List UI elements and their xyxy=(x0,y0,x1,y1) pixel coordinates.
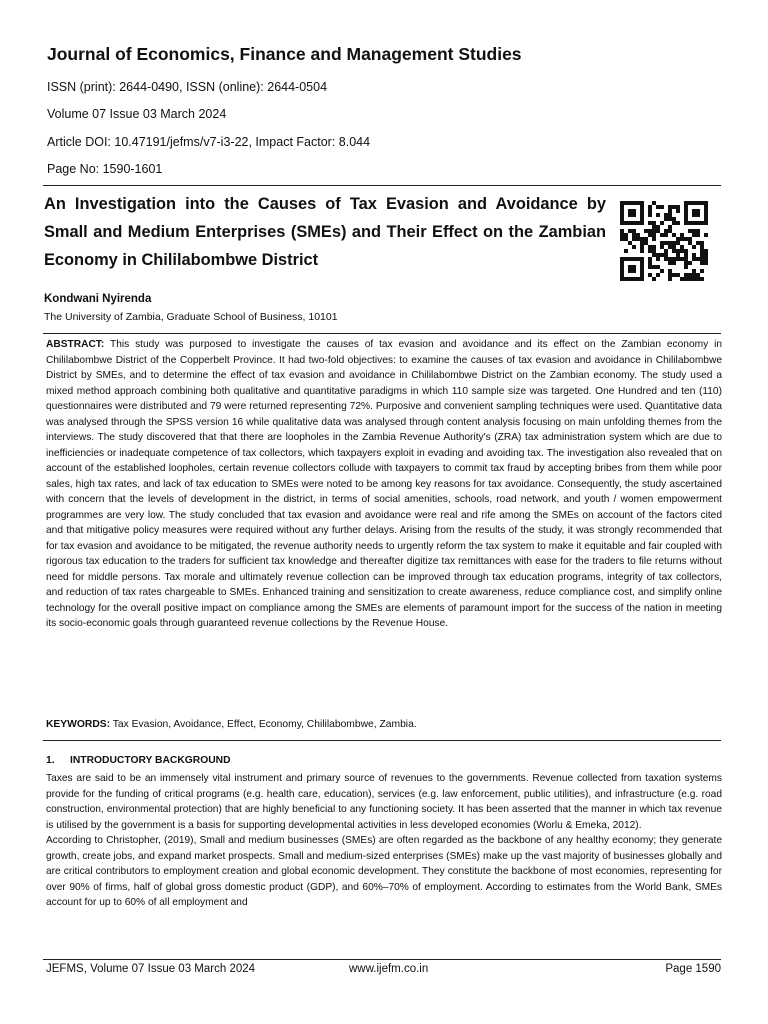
body-paragraph: According to Christopher, (2019), Small and medium businesses (SMEs) are often regarded as the backbone of any healthy economy; they generate growth, create jobs, and expand market prospects. Small and medium-sized enterprises (SMEs) make up the vast majority of businesses globally and are critical contributors to employment creation and global economic development. They constitute the backbone of most economies, representing for over 90% of firms, half of global gross domestic product (GDP), and 60%–70% of employment. According to estimates from the World Bank, SMEs account for up to 60% of all employment and xyxy=(46,835,722,908)
author-affiliation: The University of Zambia, Graduate School of Business, 10101 xyxy=(44,311,338,323)
keywords-label: KEYWORDS: xyxy=(46,719,111,730)
keywords xyxy=(46,719,417,730)
keywords-bottom-rule xyxy=(43,740,721,741)
abstract-top-rule xyxy=(43,333,721,334)
section-body xyxy=(46,771,722,911)
abstract-text: This study was purposed to investigate the causes of tax evasion and avoidance and its effect on the Zambian economy in Chililabombwe District of the Copperbelt Province. It had two-fold objectives: to examine the causes of tax evasion and avoidance in Chililabombwe District by SMEs, and to determine the effect of tax evasion and avoidance in Chililabombwe District on the Zambian economy. The study used a mixed method approach combining both qualitative and quantitative paradigms in which 110 sample size was targeted. One Hundred and ten (110) questionnaires were distributed and 79 were returned representing 72%. Purposive and convenient sampling techniques were used. Quantitative data was analysed through the SPSS version 16 while qualitative data was analysed through content analysis focusing on main unfolding themes from the interviews. The study discovered that that there are loopholes in the Zambia Revenue Authority's (ZRA) tax administration system which are due to inefficiencies or inadequate competence of tax collectors, which taxpayers exploit in evading and avoiding tax. The investigation also revealed that on account of the established loopholes, certain revenue collectors collude with taxpayers to commit tax fraud by accepting bribes from them while poor sales, high tax rates, and lack of tax education to SMEs were noted to be among key reasons for tax avoidance. Consequently, the study ascertained with concern that the levels of development in the district, in terms of social amenities, schools, road network, and youth / women empowerment programmes are very low. The study concluded that tax evasion and avoidance were real and rife among the SMEs on account of the factors cited and that mitigative policy measures were required without any further delays. Arising from the results of the study, it was strongly recommended that for tax evasion and avoidance to be mitigated, the revenue authority needs to urgently reform the tax system to make it equitable and fair coupled with rigorous tax education to the traders for sufficient tax knowledge and thereafter digitize tax remittances with ease for the traders to file returns without need for middle persons. Tax morale and ultimately revenue collection can be improved through tax education programs, integrity of tax collectors, and reduction of tax rates chargeable to SMEs. Enhanced training and sensitization to create awareness, reduce compliance cost, and simplify online technology for the overall positive impact on compliance among the SMEs are elements of paramount import for the success of the nation in meeting its socio-economic goals through guaranteed revenue collections by the Revenue House. xyxy=(46,339,722,629)
section-heading xyxy=(46,755,231,766)
doi-line: Article DOI: 10.47191/jefms/v7-i3-22, Impact Factor: 8.044 xyxy=(47,135,371,149)
body-paragraph: Taxes are said to be an immensely vital instrument and primary source of revenues to the governments. Revenue collected from taxation systems provide for the funding of critical programs (e.g. health care, education), services (e.g. law enforcement, public utilities), and infrastructure (e.g. road construction, environmental protection) that are highly beneficial to any functioning society. It has been asserted that the manner in which tax revenue is utilised by the government is a basis for supporting developmental activities in less developed economies (Worlu & Emeka, 2012). xyxy=(46,773,722,831)
section-title: INTRODUCTORY BACKGROUND xyxy=(70,755,231,766)
abstract xyxy=(46,337,722,632)
article-title: An Investigation into the Causes of Tax Evasion and Avoidance by Small and Medium Enterprises (SMEs) and Their Effect on the Zambian Economy in Chililabombwe District xyxy=(44,195,606,269)
author-name: Kondwani Nyirenda xyxy=(44,293,152,305)
footer-divider xyxy=(43,959,721,960)
header-divider xyxy=(43,185,721,186)
journal-title: Journal of Economics, Finance and Management Studies xyxy=(47,44,522,64)
issn-line: ISSN (print): 2644-0490, ISSN (online): 2644-0504 xyxy=(47,80,328,94)
page-range-line: Page No: 1590-1601 xyxy=(47,162,163,176)
footer-journal-issue: JEFMS, Volume 07 Issue 03 March 2024 xyxy=(46,963,256,975)
footer-page-number: Page 1590 xyxy=(665,963,721,975)
volume-line: Volume 07 Issue 03 March 2024 xyxy=(47,107,227,121)
footer-website-link[interactable]: www.ijefm.co.in xyxy=(349,963,429,975)
section-number: 1. xyxy=(46,755,55,766)
keywords-text: Tax Evasion, Avoidance, Effect, Economy, Chililabombwe, Zambia. xyxy=(112,719,417,730)
abstract-label: ABSTRACT: xyxy=(46,339,105,350)
qr-code-icon[interactable] xyxy=(620,201,708,281)
